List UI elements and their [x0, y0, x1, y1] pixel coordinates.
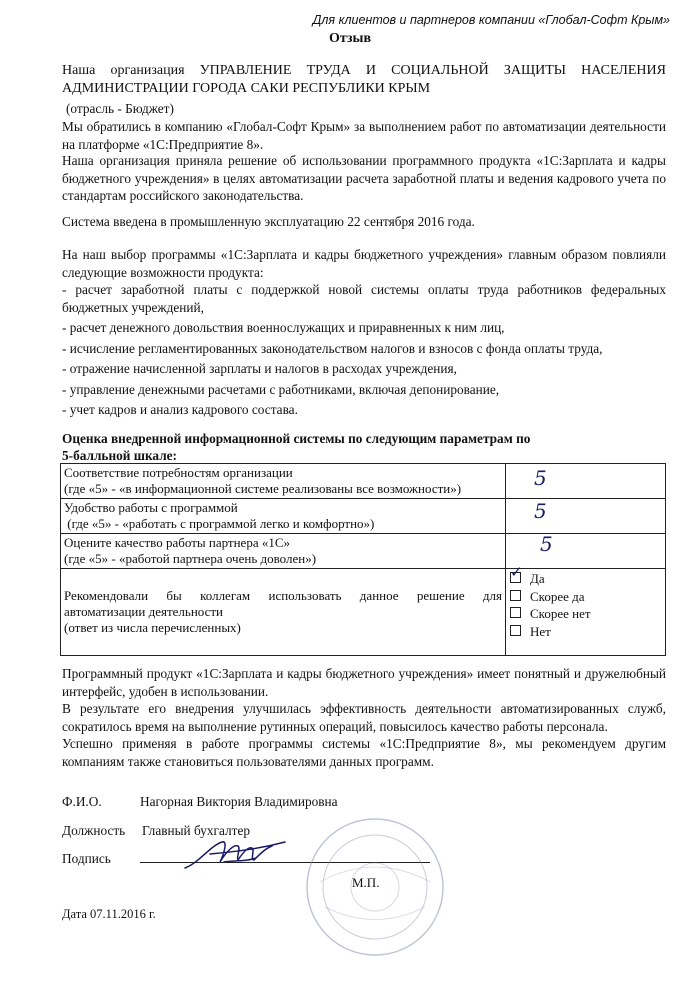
evaluation-title-line: Оценка внедренной информационной системы по следующим параметрам по: [62, 431, 531, 446]
option-label: Скорее да: [530, 588, 585, 604]
fio-label: Ф.И.О.: [62, 794, 102, 809]
fio-value: Нагорная Виктория Владимировна: [140, 794, 338, 809]
list-item: - отражение начисленной зарплаты и налогов в расходах учреждения,: [62, 361, 457, 376]
recommend-question: Рекомендовали бы коллегам использовать данное решение для: [64, 588, 502, 603]
table-row: [61, 464, 666, 499]
stamp-place-label: М.П.: [352, 875, 380, 890]
handwritten-rating: 5: [540, 532, 553, 556]
handwritten-rating: 5: [534, 499, 547, 523]
conclusion-block: [62, 665, 666, 770]
table-row: [61, 499, 666, 534]
organization-line: Наша организация УПРАВЛЕНИЕ ТРУДА И СОЦИАЛЬНОЙ ЗАЩИТЫ НАСЕЛЕНИЯ АДМИНИСТРАЦИИ ГОРОДА САКИ РЕСПУБЛИКИ КРЫМ: [62, 63, 666, 96]
option-rather-yes[interactable]: [510, 588, 662, 606]
evaluation-table: [60, 463, 666, 656]
position-value: Главный бухгалтер: [142, 823, 251, 838]
list-item: - расчет денежного довольствия военнослужащих и приравненных к ним лиц,: [62, 320, 505, 335]
criterion-cell: [61, 569, 506, 656]
recommend-hint: (ответ из числа перечисленных): [64, 620, 241, 635]
criterion-hint: (где «5» - «в информационной системе реализованы все возможности»): [64, 481, 462, 496]
header-note: Для клиентов и партнеров компании «Глобал-Софт Крым»: [312, 13, 670, 27]
criterion-hint: (где «5» - «работой партнера очень доволен»): [64, 551, 317, 566]
list-item: - исчисление регламентированных законодательством налогов и взносов с фонда оплаты труда,: [62, 340, 603, 356]
features-list: [62, 281, 666, 419]
list-item: бюджетных учреждений,: [62, 299, 204, 315]
intro-paragraph-2: Наша организация приняла решение об использовании программного продукта «1С:Зарплата и кадры бюджетного учреждения» в целях автоматизации расчета заработной платы и ведения кадрового учета по стандартам российского законодательства.: [62, 153, 666, 203]
list-item: - учет кадров и анализ кадрового состава.: [62, 402, 298, 417]
handwritten-rating: 5: [534, 466, 547, 490]
checkbox-icon[interactable]: [510, 607, 521, 618]
criterion-cell: [61, 464, 506, 499]
rating-cell[interactable]: [506, 464, 666, 499]
criterion-cell: [61, 534, 506, 569]
conclusion-paragraph: В результате его внедрения улучшилась эффективность деятельности автоматизированных служб, сократилось время на выполнение рутинных операций, повысилось качество работы персонала.: [62, 701, 666, 734]
option-rather-no[interactable]: [510, 605, 662, 623]
position-label: Должность: [62, 823, 126, 838]
document-title: Отзыв: [328, 31, 372, 46]
rating-cell[interactable]: [506, 499, 666, 534]
table-row: [61, 534, 666, 569]
option-yes[interactable]: [510, 570, 662, 588]
checkbox-icon[interactable]: [510, 625, 521, 636]
option-label: Да: [530, 571, 545, 586]
option-no[interactable]: [510, 623, 662, 641]
options-cell: [506, 569, 666, 656]
criterion-title: Соответствие потребностям организации: [64, 465, 293, 480]
option-label: Нет: [530, 623, 551, 639]
checkbox-icon[interactable]: [510, 572, 521, 583]
conclusion-paragraph: Программный продукт «1С:Зарплата и кадры бюджетного учреждения» имеет понятный и дружелюбный интерфейс, удобен в использовании.: [62, 666, 666, 699]
criterion-hint: (где «5» - «работать с программой легко и комфортно»): [64, 516, 375, 531]
table-row: [61, 569, 666, 656]
criterion-title: Оцените качество работы партнера «1С»: [64, 535, 291, 550]
intro-paragraph-3: Система введена в промышленную эксплуатацию 22 сентября 2016 года.: [62, 214, 475, 229]
intro-paragraph-4: На наш выбор программы «1С:Зарплата и кадры бюджетного учреждения» главным образом повлияли следующие возможности продукта:: [62, 247, 666, 280]
handwritten-signature-icon: [180, 832, 290, 874]
evaluation-title: [62, 430, 530, 464]
list-item: - расчет заработной платы с поддержкой новой системы оплаты труда работников федеральных: [62, 282, 666, 297]
criterion-cell: [61, 499, 506, 534]
list-item: - управление денежными расчетами с работниками, включая депонирование,: [62, 381, 500, 397]
document-date: Дата 07.11.2016 г.: [62, 907, 156, 921]
rating-cell[interactable]: [506, 534, 666, 569]
option-label: Скорее нет: [530, 606, 591, 621]
conclusion-paragraph: Успешно применяя в работе программы системы «1С:Предприятие 8», мы рекомендуем другим компаниям также становиться пользователями данных программ.: [62, 736, 666, 769]
recommend-question-cont: автоматизации деятельности: [64, 604, 224, 619]
intro-paragraph-1: Мы обратились в компанию «Глобал-Софт Крым» за выполнением работ по автоматизации деятельности на платформе «1С:Предприятие 8».: [62, 119, 666, 152]
evaluation-title-line: 5-балльной шкале:: [62, 448, 177, 463]
signature-label: Подпись: [62, 851, 111, 866]
sector-label: (отрасль - Бюджет): [66, 101, 174, 116]
checkbox-icon[interactable]: [510, 590, 521, 601]
criterion-title: Удобство работы с программой: [64, 500, 238, 515]
